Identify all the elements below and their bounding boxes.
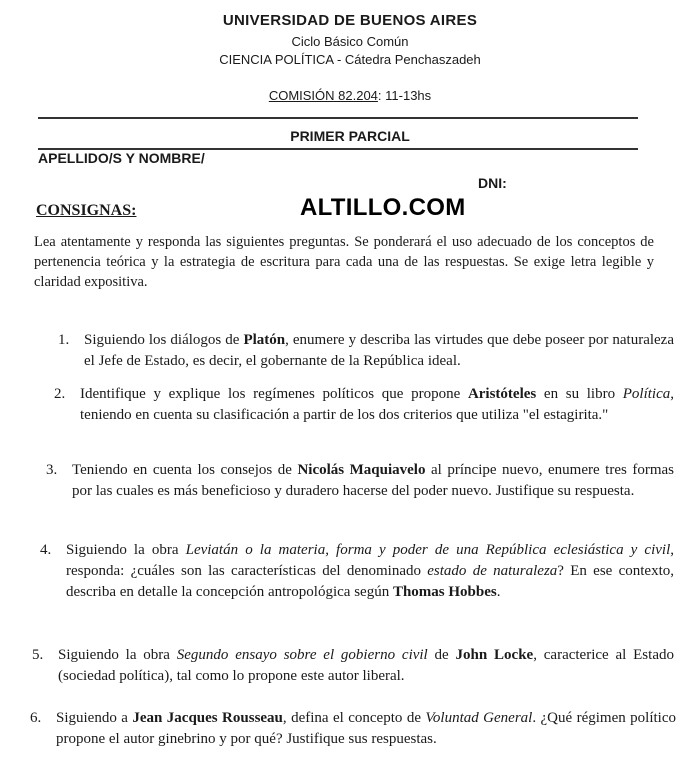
question-text: Siguiendo la obra xyxy=(58,647,177,663)
instructions-heading: CONSIGNAS: xyxy=(36,202,137,219)
author-name: Aristóteles xyxy=(467,386,537,402)
question-text: Teniendo en cuenta los consejos de xyxy=(72,462,298,478)
book-title: Leviatán o la materia, forma y poder de una República eclesiástica y civil xyxy=(185,542,671,558)
author-name: Nicolás Maquiavelo xyxy=(297,462,426,478)
question-text: al príncipe nuevo, enumere tres formas por las cuales es más beneficioso y duradero hacerse del poder nuevo. Justifique su respuesta. xyxy=(72,462,675,499)
question-text: . xyxy=(496,584,501,600)
question-number: 3. xyxy=(46,462,58,478)
cycle-name: Ciclo Básico Común xyxy=(291,34,409,49)
author-name: Thomas Hobbes xyxy=(392,584,497,600)
author-name: Platón xyxy=(243,332,286,348)
author-name: John Locke xyxy=(455,647,534,663)
question-text: , enumere y describa las virtudes que debe poseer por naturaleza el Jefe de Estado, es decir, el gobernante de la República ideal. xyxy=(84,332,674,369)
question-6 xyxy=(30,708,676,750)
question-1 xyxy=(58,330,674,372)
question-text: Identifique y explique los regímenes políticos que propone xyxy=(80,386,468,402)
question-4 xyxy=(40,540,674,603)
question-text: , defina el concepto de xyxy=(282,710,426,726)
title-rule-top xyxy=(38,117,638,119)
author-name: Jean Jacques Rousseau xyxy=(132,710,283,726)
watermark: ALTILLO.COM xyxy=(300,194,466,221)
university-name: UNIVERSIDAD DE BUENOS AIRES xyxy=(222,12,478,29)
concept-term: estado de naturaleza xyxy=(427,563,558,579)
question-number: 5. xyxy=(32,647,44,663)
question-text: ? En ese contexto, describa en detalle la concepción antropológica según xyxy=(66,563,674,600)
book-title: Política xyxy=(622,386,671,402)
question-number: 6. xyxy=(30,710,42,726)
instructions-text: Lea atentamente y responda las siguientes preguntas. Se ponderará el uso adecuado de los conceptos de pertenencia teórica y la estrategia de escritura para cada una de las respuestas. Se exige letra legible y claridad expositiva. xyxy=(34,234,654,290)
question-text: , caracterice al Estado (sociedad política), tal como lo propone este autor liberal. xyxy=(58,647,674,684)
question-2 xyxy=(54,384,674,426)
question-text: Siguiendo la obra xyxy=(66,542,186,558)
commission xyxy=(0,88,700,103)
name-field-label: APELLIDO/S Y NOMBRE/ xyxy=(38,150,205,166)
exam-title: PRIMER PARCIAL xyxy=(290,128,410,144)
question-text: de xyxy=(427,647,456,663)
question-3 xyxy=(46,460,675,502)
question-number: 2. xyxy=(54,386,66,402)
subject-name: CIENCIA POLÍTICA - Cátedra Penchaszadeh xyxy=(219,52,481,67)
question-number: 1. xyxy=(58,332,70,348)
commission-time: : 11-13hs xyxy=(377,88,432,103)
question-text: Siguiendo los diálogos de xyxy=(84,332,244,348)
question-text: en su libro xyxy=(536,386,623,402)
question-text: Siguiendo a xyxy=(56,710,133,726)
question-5 xyxy=(32,645,674,687)
question-number: 4. xyxy=(40,542,52,558)
question-text: , responda: ¿cuáles son las características del denominado xyxy=(66,542,674,579)
book-title: Segundo ensayo sobre el gobierno civil xyxy=(176,647,428,663)
concept-term: Voluntad General xyxy=(425,710,533,726)
question-text: . ¿Qué régimen político propone el autor ginebrino y por qué? Justifique sus respuestas. xyxy=(56,710,676,747)
question-text: , teniendo en cuenta su clasificación a partir de los dos criterios que utiliza "el estagirita." xyxy=(80,386,674,423)
dni-field-label: DNI: xyxy=(478,175,507,191)
commission-label: COMISIÓN 82.204 xyxy=(268,88,378,103)
